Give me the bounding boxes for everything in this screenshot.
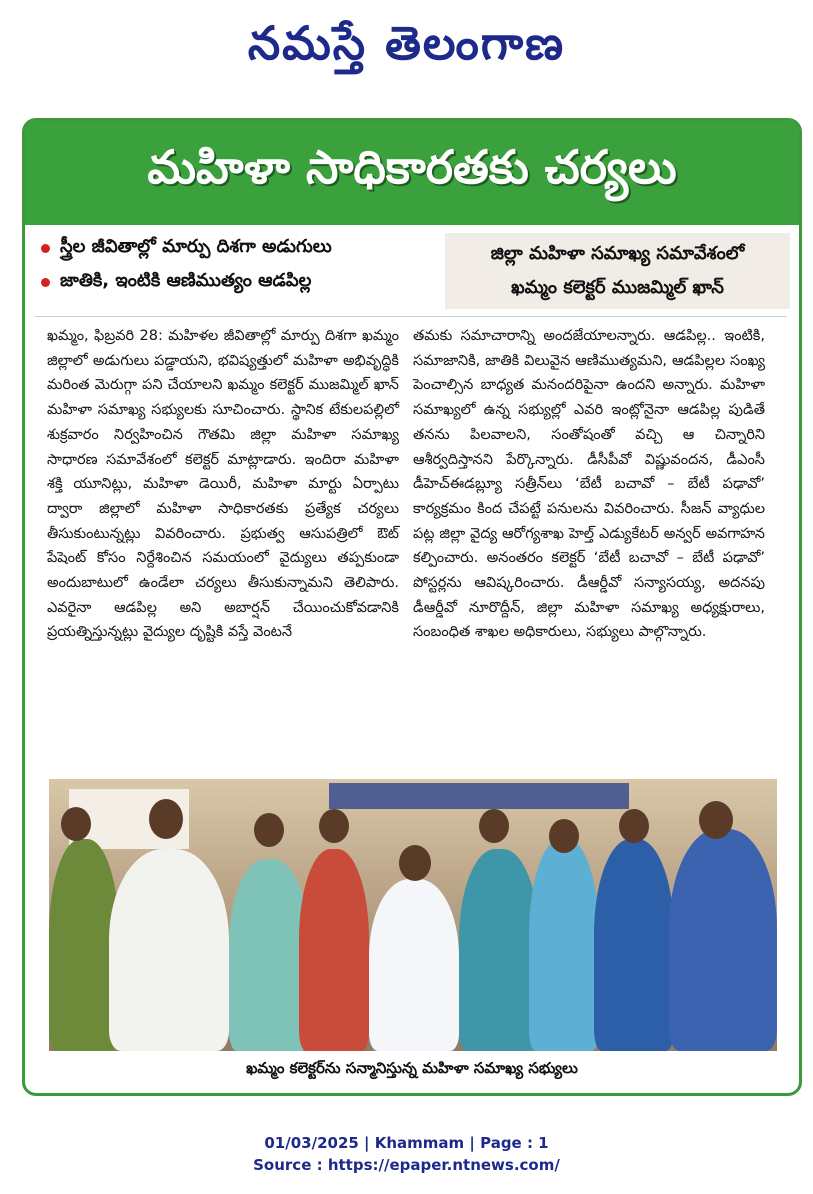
photo-person: [229, 859, 309, 1051]
bullet-item: [35, 265, 435, 299]
photo-head: [61, 807, 91, 841]
page-footer: [0, 1132, 813, 1176]
photo-head: [254, 813, 284, 847]
masthead: [0, 8, 813, 78]
photo-head: [549, 819, 579, 853]
photo-backdrop-banner: [329, 783, 629, 809]
article-card: [22, 118, 802, 1096]
article-column-right: తమకు సమాచారాన్ని అందజేయాలన్నారు. ఆడపిల్ల.. ఇంటికి, సమాజానికి, జాతికి విలువైన ఆణిముత్యమని, ఆడపిల్లల సంఖ్య పెంచాల్సిన బాధ్యత మనందరిపైనా ఉందని అన్నారు. మహిళా సమాఖ్యలో ఉన్న సభ్యుల్లో ఎవరి ఇంట్లోనైనా ఆడపిల్ల పుడితే తనను పిలవాలని, సంతోషంతో వచ్చి ఆ చిన్నారిని ఆశీర్వదిస్తానని పేర్కొన్నారు. డీసీపీవో విష్ణువందన, డీఎంసీ డీహెచ్‌ఈడబ్ల్యూ సత్రీన్‌లు ‘బేటీ బచావో – బేటీ పఢావో’ కార్యక్రమం కింద చేపట్టే పనులను వివరించారు. సీజన్ వ్యాధుల పట్ల జిల్లా వైద్య ఆరోగ్యశాఖ హెల్త్ ఎడ్యుకేటర్ అన్వర్ అవగాహన కల్పించారు. అనంతరం కలెక్టర్ ‘బేటీ బచావో – బేటీ పఢావో’ పోస్టర్లను ఆవిష్కరించారు. డీఆర్డీవో సన్యాసయ్య, అదనపు డీఆర్డీవో నూరొద్దీన్, జిల్లా మహిళా సమాఖ్య అధ్యక్షురాలు, సంబంధిత శాఖల అధికారులు, సభ్యులు పాల్గొన్నారు.: [413, 328, 765, 641]
bullet-dot-icon: [41, 278, 50, 287]
footer-edition-info: 01/03/2025 | Khammam | Page : 1: [264, 1134, 549, 1152]
kicker-line: జిల్లా మహిళా సమాఖ్య సమావేశంలో: [490, 243, 745, 264]
bullet-list: [35, 231, 435, 299]
bullet-item: [35, 231, 435, 265]
event-photo: [49, 779, 777, 1051]
photo-caption: ఖమ్మం కలెక్టర్‌ను సన్మానిస్తున్న మహిళా సమాఖ్య సభ్యులు: [246, 1059, 578, 1077]
footer-source: Source : https://epaper.ntnews.com/: [253, 1156, 560, 1174]
photo-head: [479, 809, 509, 843]
article-column-left: ఖమ్మం, ఫిబ్రవరి 28: మహిళల జీవితాల్లో మార్పు దిశగా ఖమ్మం జిల్లాలో అడుగులు పడ్డాయని, భవిష్యత్తులో మహిళా అభివృద్ధికి మరింత మెరుగ్గా పని చేయాలని ఖమ్మం కలెక్టర్ ముజమ్మిల్ ఖాన్ మహిళా సమాఖ్య సభ్యులకు సూచించారు. స్థానిక టేకులపల్లిలో శుక్రవారం నిర్వహించిన గౌతమి జిల్లా మహిళా సమాఖ్య సాధారణ సమావేశంలో కలెక్టర్ మాట్లాడారు. ఇందిరా మహిళా శక్తి యూనిట్లు, మహిళా డెయిరీ, మహిళా మార్టు ఏర్పాటు ద్వారా జిల్లాలో మహిళా సాధికారతకు ప్రత్యేక చర్యలు తీసుకుంటున్నట్లు వివరించారు. ప్రభుత్వ ఆసుపత్రిలో ఔట్ పేషెంట్ కోసం నిర్దేశించిన సమయంలో వైద్యులు తప్పకుండా అందుబాటులో ఉండేలా చర్యలు తీసుకున్నామని తెలిపారు. ఎవరైనా ఆడపిల్ల అని అబార్షన్ చేయించుకోవడానికి ప్రయత్నిస్తున్నట్లు వైద్యుల దృష్టికి వస్తే వెంటనే: [47, 328, 399, 641]
photo-person: [594, 839, 674, 1051]
photo-person: [669, 829, 777, 1051]
kicker-line: ఖమ్మం కలెక్టర్ ముజమ్మిల్ ఖాన్: [511, 277, 724, 298]
bullet-dot-icon: [41, 244, 50, 253]
divider: [35, 316, 787, 317]
headline-banner: [25, 121, 799, 225]
photo-head: [399, 845, 431, 881]
photo-person: [299, 849, 369, 1051]
bullet-text: స్త్రీల జీవితాల్లో మార్పు దిశగా అడుగులు: [60, 235, 332, 257]
photo-person: [529, 839, 599, 1051]
photo-person: [459, 849, 539, 1051]
photo-head: [149, 799, 183, 839]
photo-person: [109, 849, 229, 1051]
headline: మహిళా సాధికారతకు చర్యలు: [147, 140, 677, 194]
masthead-title: నమస్తే తెలంగాణ: [247, 16, 566, 70]
photo-person-center: [369, 879, 459, 1051]
bullet-text: జాతికి, ఇంటికి ఆణిముత్యం ఆడపిల్ల: [60, 269, 312, 291]
photo-head: [699, 801, 733, 839]
kicker-box: [445, 233, 790, 309]
photo-head: [619, 809, 649, 843]
photo-head: [319, 809, 349, 843]
